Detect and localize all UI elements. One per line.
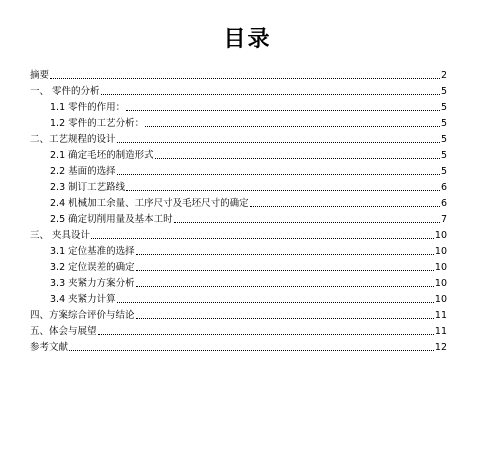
toc-entry[interactable] [30, 324, 447, 338]
toc-leader [174, 222, 440, 223]
toc-entry-page: 5 [440, 86, 447, 97]
toc-entry-label: 2.2 基面的选择 [50, 166, 116, 177]
toc-leader [117, 302, 434, 303]
toc-entry-page: 5 [440, 134, 447, 145]
toc-leader [136, 286, 434, 287]
toc-entry[interactable] [50, 292, 447, 306]
toc-leader [126, 110, 440, 111]
toc-entry-label: 一、 零件的分析 [30, 86, 100, 97]
toc-entry-page: 10 [434, 246, 447, 257]
toc-entry-page: 11 [434, 310, 447, 321]
toc-entry[interactable] [30, 228, 447, 242]
toc-entry-label: 摘要 [30, 70, 50, 81]
toc-leader [117, 142, 440, 143]
toc-leader [250, 206, 440, 207]
toc-entry-label: 2.5 确定切削用量及基本工时 [50, 214, 173, 225]
toc-entry[interactable] [30, 308, 447, 322]
toc-entry-page: 10 [434, 294, 447, 305]
page-title: 目录 [223, 27, 272, 52]
toc-leader [50, 78, 440, 79]
toc-entry-page: 10 [434, 262, 447, 273]
toc-entry-page: 5 [440, 102, 447, 113]
toc-entry-label: 二、工艺规程的设计 [30, 134, 116, 145]
toc-leader [136, 270, 434, 271]
toc-entry[interactable] [50, 164, 447, 178]
toc-entry-label: 1.2 零件的工艺分析： [50, 118, 145, 129]
toc-leader [145, 126, 440, 127]
toc-entry-label: 3.1 定位基准的选择 [50, 246, 135, 257]
toc-entry[interactable] [30, 340, 447, 354]
toc-entry-page: 10 [434, 230, 447, 241]
toc-entry-label: 参考文献 [30, 342, 69, 353]
toc-entry-page: 11 [434, 326, 447, 337]
toc-entry-label: 2.3 制订工艺路线 [50, 182, 126, 193]
toc-entry-page: 10 [434, 278, 447, 289]
toc-entry-label: 2.4 机械加工余量、工序尺寸及毛坯尺寸的确定 [50, 198, 249, 209]
toc-entry[interactable] [50, 244, 447, 258]
toc-entry-label: 五、体会与展望 [30, 326, 97, 337]
toc-entry-label: 三、 夹具设计 [30, 230, 91, 241]
toc-entry-label: 1.1 零件的作用： [50, 102, 126, 113]
toc-entry[interactable] [30, 132, 447, 146]
toc-entry[interactable] [50, 180, 447, 194]
toc-entry[interactable] [50, 212, 447, 226]
toc-entry[interactable] [50, 116, 447, 130]
toc-entry[interactable] [30, 68, 447, 82]
toc-leader [136, 254, 434, 255]
toc-leader [101, 94, 440, 95]
toc-entry-page: 6 [440, 182, 447, 193]
toc-leader [155, 158, 440, 159]
toc-leader [126, 190, 440, 191]
toc-entry-page: 5 [440, 118, 447, 129]
toc-leader [117, 174, 440, 175]
toc-entry-page: 7 [440, 214, 447, 225]
toc-entry-page: 12 [434, 342, 447, 353]
toc-entry[interactable] [50, 100, 447, 114]
toc-leader [69, 350, 434, 351]
toc-entry[interactable] [30, 84, 447, 98]
toc-entry-label: 3.2 定位误差的确定 [50, 262, 135, 273]
toc-leader [136, 318, 434, 319]
toc-entry-label: 四、方案综合评价与结论 [30, 310, 135, 321]
toc-entry-page: 5 [440, 166, 447, 177]
toc-entry[interactable] [50, 148, 447, 162]
toc-entry-label: 2.1 确定毛坯的制造形式 [50, 150, 154, 161]
toc-entry-page: 6 [440, 198, 447, 209]
toc-leader [91, 238, 434, 239]
toc-leader [98, 334, 434, 335]
toc-entry-page: 5 [440, 150, 447, 161]
toc-entry-page: 2 [440, 70, 447, 81]
toc-entry[interactable] [50, 196, 447, 210]
toc-entry-label: 3.4 夹紧力计算 [50, 294, 116, 305]
toc-entry[interactable] [50, 260, 447, 274]
toc-entry[interactable] [50, 276, 447, 290]
toc-entry-label: 3.3 夹紧力方案分析 [50, 278, 135, 289]
